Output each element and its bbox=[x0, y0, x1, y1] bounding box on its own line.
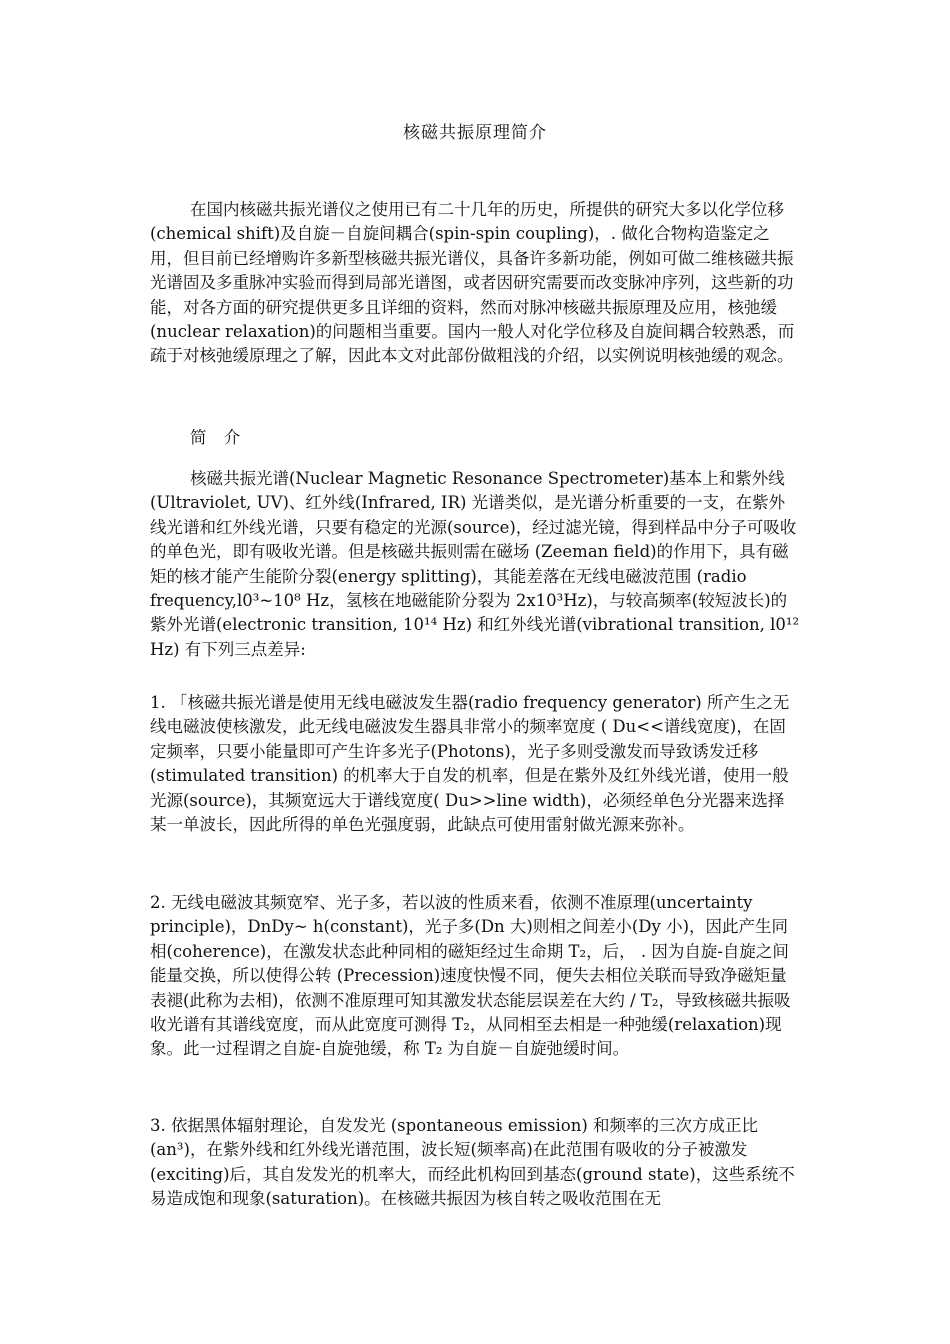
nmr-paragraph-block bbox=[150, 467, 800, 662]
page-title: 核磁共振原理简介 bbox=[403, 123, 547, 143]
section-heading: 简 介 bbox=[190, 428, 247, 447]
list-item-1: 1. 「核磁共振光谱是使用无线电磁波发生器(radio frequency generator) 所产生之无线电磁波使核激发，此无线电磁波发生器具非常小的频率宽度 ( Du<<谱线宽度)，在固定频率，只要小能量即可产生许多光子(Photons)，光子多则受激发而导致诱发迁移(stimulated transition) 的机率大于自发的机率，但是在紫外及红外线光谱，使用一般光源(source)，其频宽远大于谱线宽度( Du>>line width)，必须经单色分光器来选择某一单波长，因此所得的单色光强度弱，此缺点可使用雷射做光源来弥补。 bbox=[150, 693, 790, 835]
nmr-paragraph: 核磁共振光谱(Nuclear Magnetic Resonance Spectrometer)基本上和紫外线(Ultraviolet, UV)、红外线(Infrared, IR) 光谱类似，是光谱分析重要的一支，在紫外线光谱和红外线光谱，只要有稳定的光源(source)，经过滤光镜，得到样品中分子可吸收的单色光，即有吸收光谱。但是核磁共振则需在磁场 (Zeeman field)的作用下，具有磁矩的核才能产生能阶分裂(energy splitting)，其能差落在无线电磁波范围 (radio frequency,l0³~10⁸ Hz，氢核在地磁能阶分裂为 2x10³Hz)，与较高频率(较短波长)的紫外光谱(electronic transition, 10¹⁴ Hz) 和红外线光谱(vibrational transition, l0¹² Hz) 有下列三点差异: bbox=[150, 469, 800, 659]
item-2-block bbox=[150, 891, 800, 1062]
intro-paragraph-block bbox=[150, 198, 800, 369]
intro-paragraph: 在国内核磁共振光谱仪之使用已有二十几年的历史，所提供的研究大多以化学位移(chemical shift)及自旋－自旋间耦合(spin-spin coupling)，. 做化合物构造鉴定之用，但目前已经增购许多新型核磁共振光谱仪，具备许多新功能，例如可做二维核磁共振光谱固及多重脉冲实验而得到局部光谱图，或者因研究需要而改变脉冲序列，这些新的功能，对各方面的研究提供更多且详细的资料，然而对脉冲核磁共振原理及应用，核弛缓(nuclear relaxation)的问题相当重要。国内一般人对化学位移及自旋间耦合较熟悉，而疏于对核弛缓原理之了解，因此本文对此部份做粗浅的介绍，以实例说明核弛缓的观念。 bbox=[150, 200, 795, 366]
list-item-3: 3. 依据黑体辐射理论，自发发光 (spontaneous emission) 和频率的三次方成正比(an³)，在紫外线和红外线光谱范围，波长短(频率高)在此范围有吸收的分子被激发(exciting)后，其自发发光的机率大，而经此机构回到基态(ground state)，这些系统不易造成饱和现象(saturation)。在核磁共振因为核自转之吸收范围在无 bbox=[150, 1116, 795, 1209]
list-item-2: 2. 无线电磁波其频宽窄、光子多，若以波的性质来看，依测不准原理(uncertainty principle)，DnDy~ h(constant)，光子多(Dn 大)则相之间差小(Dy 小)，因此产生同相(coherence)，在激发状态此种同相的磁矩经过生命期 T₂，后， . 因为自旋-自旋之间能量交换，所以使得公转 (Precession)速度快慢不同，便失去相位关联而导致净磁矩量表褪(此称为去相)，依测不准原理可知其激发状态能层误差在大约 / T₂，导致核磁共振吸收光谱有其谱线宽度，而从此宽度可测得 T₂，从同相至去相是一种弛缓(relaxation)现象。此一过程谓之自旋-自旋弛缓，称 T₂ 为自旋－自旋弛缓时间。 bbox=[150, 893, 791, 1059]
item-1-block bbox=[150, 691, 800, 837]
item-3-block bbox=[150, 1114, 800, 1212]
